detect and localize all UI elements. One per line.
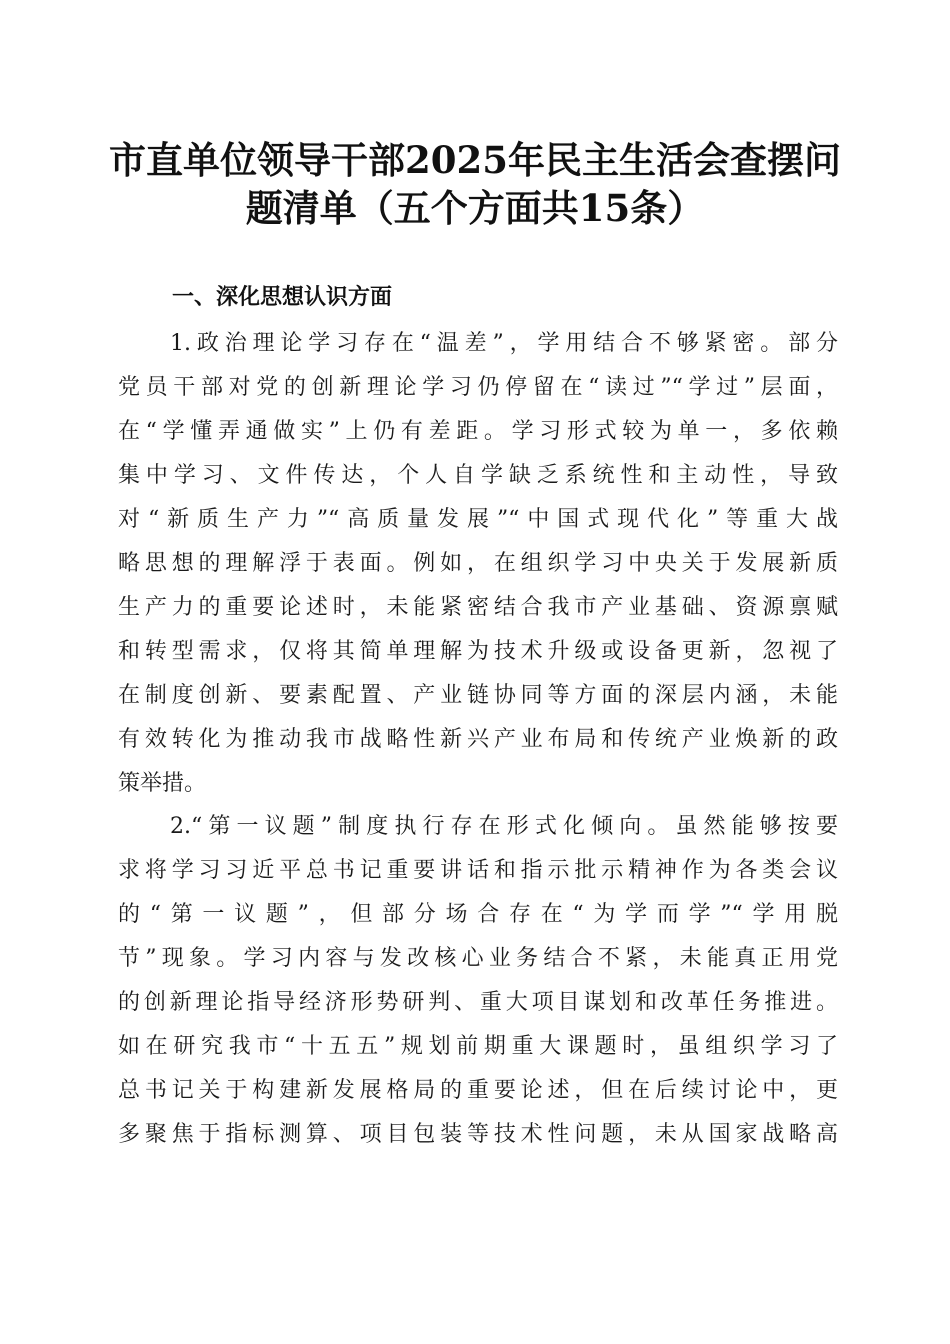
paragraph-line: 略思想的理解浮于表面。例如，在组织学习中央关于发展新质 bbox=[118, 551, 838, 576]
paragraph-line: 集中学习、文件传达，个人自学缺乏系统性和主动性，导致 bbox=[118, 463, 838, 488]
paragraph-line: 的创新理论指导经济形势研判、重大项目谋划和改革任务推进。 bbox=[118, 990, 838, 1015]
document-title-line-1: 市直单位领导干部2025年民主生活会查摆问 bbox=[109, 138, 841, 182]
paragraph-line: 如在研究我市“十五五”规划前期重大课题时，虽组织学习了 bbox=[118, 1034, 838, 1059]
paragraph-line: 有效转化为推动我市战略性新兴产业布局和传统产业焕新的政 bbox=[118, 727, 838, 752]
paragraph-line: 1.政治理论学习存在“温差”，学用结合不够紧密。部分 bbox=[170, 331, 838, 356]
paragraph-line: 在“学懂弄通做实”上仍有差距。学习形式较为单一，多依赖 bbox=[118, 419, 838, 444]
paragraph-line: 2.“第一议题”制度执行存在形式化倾向。虽然能够按要 bbox=[170, 814, 838, 839]
paragraph-line: 策举措。 bbox=[118, 771, 207, 796]
paragraph-line: 总书记关于构建新发展格局的重要论述，但在后续讨论中，更 bbox=[118, 1078, 838, 1103]
paragraph-line: 党员干部对党的创新理论学习仍停留在“读过”“学过”层面， bbox=[118, 375, 838, 400]
paragraph-line: 求将学习习近平总书记重要讲话和指示批示精神作为各类会议 bbox=[118, 858, 838, 883]
paragraph-1 bbox=[118, 322, 838, 806]
document-title bbox=[100, 136, 850, 232]
paragraph-line: 多聚焦于指标测算、项目包装等技术性问题，未从国家战略高 bbox=[118, 1122, 838, 1147]
paragraph-2 bbox=[118, 805, 838, 1157]
paragraph-line: 生产力的重要论述时，未能紧密结合我市产业基础、资源禀赋 bbox=[118, 595, 838, 620]
paragraph-line: 节”现象。学习内容与发改核心业务结合不紧，未能真正用党 bbox=[118, 946, 838, 971]
paragraph-line: 在制度创新、要素配置、产业链协同等方面的深层内涵，未能 bbox=[118, 683, 838, 708]
paragraph-line: 和转型需求，仅将其简单理解为技术升级或设备更新，忽视了 bbox=[118, 639, 838, 664]
section-heading: 一、深化思想认识方面 bbox=[172, 285, 393, 310]
document-title-line-2: 题清单（五个方面共15条） bbox=[245, 186, 705, 230]
paragraph-line: 对“新质生产力”“高质量发展”“中国式现代化”等重大战 bbox=[118, 507, 838, 532]
paragraph-line: 的“第一议题”，但部分场合存在“为学而学”“学用脱 bbox=[118, 902, 838, 927]
